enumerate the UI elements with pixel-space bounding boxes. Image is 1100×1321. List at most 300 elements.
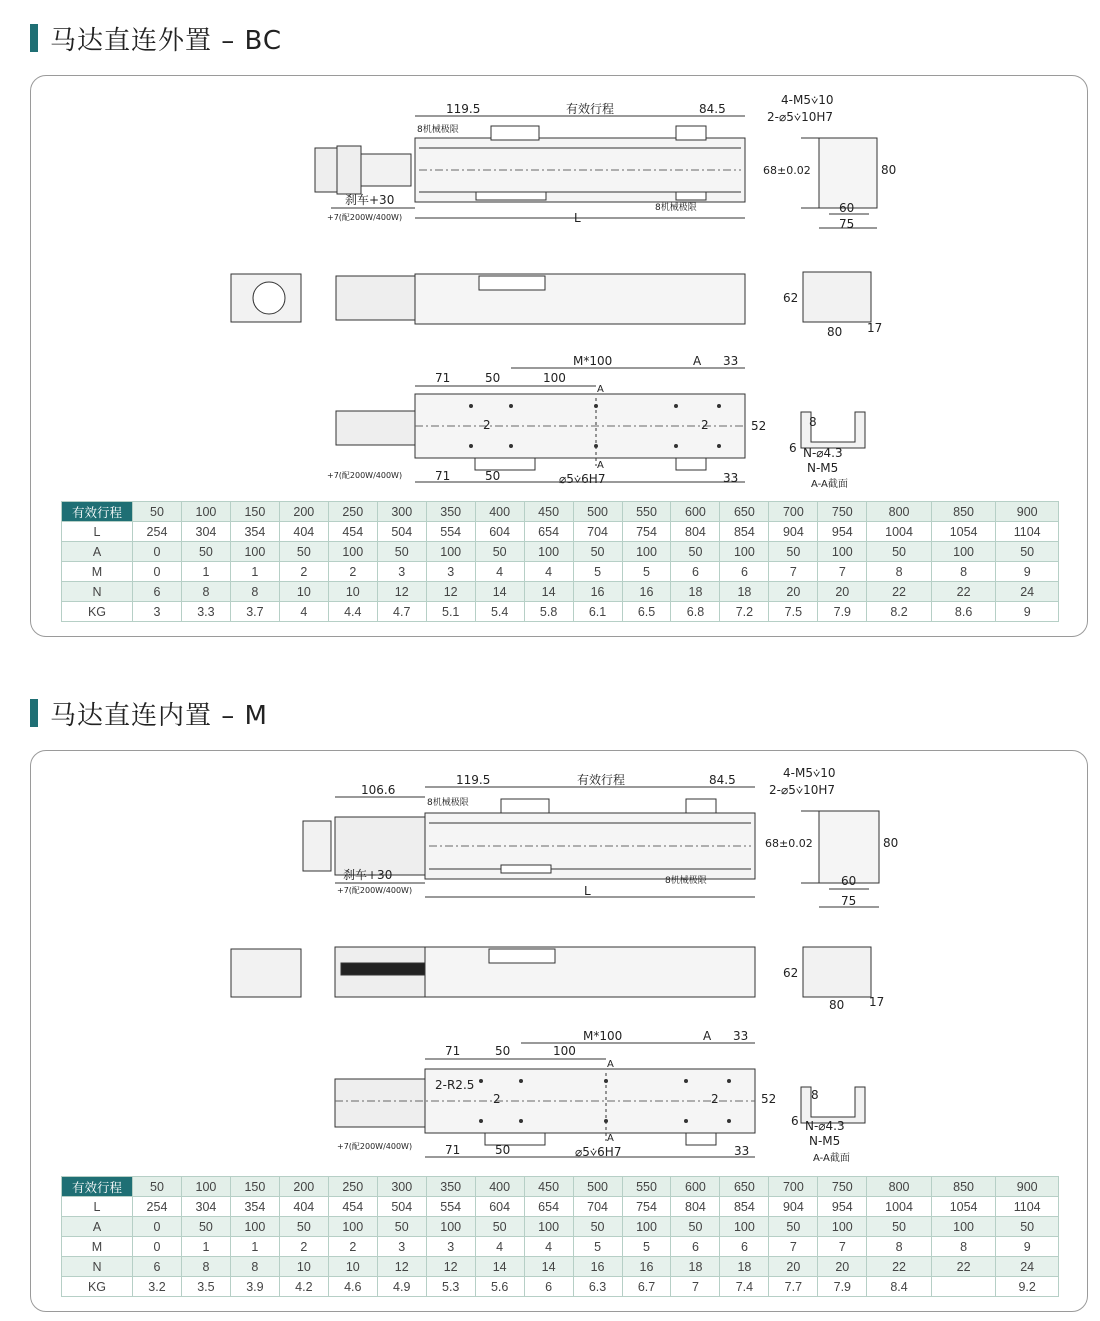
table-cell: 654 (524, 1197, 573, 1217)
table-row (62, 1237, 1059, 1257)
table-cell: 10 (328, 1257, 377, 1277)
table-cell: 854 (720, 522, 769, 542)
table-cell: 700 (769, 1177, 818, 1197)
table-cell: 16 (622, 582, 671, 602)
dim-m100: M*100 (573, 354, 613, 368)
dim-33a: 33 (733, 1029, 749, 1043)
table-cell: 850 (931, 1177, 996, 1197)
dim-50b: 50 (485, 469, 501, 483)
dim-L: L (584, 884, 591, 898)
table-cell: 1 (181, 562, 230, 582)
table-cell: 0 (133, 542, 182, 562)
dim-71a: 71 (435, 371, 451, 385)
connector-block (303, 821, 331, 871)
table-cell: 10 (279, 582, 328, 602)
row-label-cell: KG (62, 1277, 133, 1297)
dim-119: 119.5 (456, 773, 491, 787)
n-43: N-⌀4.3 (805, 1119, 845, 1133)
table-cell: 4 (524, 562, 573, 582)
table-cell: 50 (573, 542, 622, 562)
table-cell: 8.4 (867, 1277, 932, 1297)
table-cell: 20 (818, 1257, 867, 1277)
dim-17: 17 (867, 321, 883, 335)
table-cell: 100 (818, 542, 867, 562)
table-cell: 400 (475, 502, 524, 522)
table-row (62, 542, 1059, 562)
table-cell: 14 (475, 582, 524, 602)
dim-80: 80 (883, 836, 899, 850)
table-cell: 4 (475, 562, 524, 582)
dim-2r: 2 (711, 1092, 719, 1106)
table-cell: 20 (769, 582, 818, 602)
table-cell (931, 1277, 996, 1297)
row-label-cell: M (62, 1237, 133, 1257)
section-title-text: 马达直连内置 – M (50, 700, 268, 731)
table-cell: 4.6 (328, 1277, 377, 1297)
table-cell: 100 (328, 542, 377, 562)
table-cell: 4.9 (377, 1277, 426, 1297)
table-cell: 6 (133, 1257, 182, 1277)
dim-6: 6 (789, 441, 797, 455)
table-row (62, 1197, 1059, 1217)
dim-6: 6 (791, 1114, 799, 1128)
table-cell: 3 (426, 1237, 475, 1257)
table-cell: 8 (867, 562, 932, 582)
table-cell: 18 (671, 582, 720, 602)
table-cell: 650 (720, 1177, 769, 1197)
table-cell: 50 (133, 502, 182, 522)
dim-80: 80 (881, 163, 897, 177)
limit-bottom: 8机械极限 (665, 876, 707, 886)
dim-2l: 2 (493, 1092, 501, 1106)
table-cell: 100 (622, 542, 671, 562)
table-cell: 100 (230, 542, 279, 562)
table-cell: 50 (133, 1177, 182, 1197)
table-cell: 3 (377, 1237, 426, 1257)
dim-71b: 71 (445, 1143, 461, 1157)
title-accent-bar (30, 24, 38, 52)
table-cell: 50 (279, 1217, 328, 1237)
dim-84: 84.5 (709, 773, 736, 787)
table-cell: 50 (181, 542, 230, 562)
table-cell: 354 (230, 1197, 279, 1217)
end-profile (803, 947, 871, 997)
table-cell: 100 (818, 1217, 867, 1237)
table-cell: 6.3 (573, 1277, 622, 1297)
table-cell: 6.8 (671, 602, 720, 622)
dim-71a: 71 (445, 1044, 461, 1058)
spec-table-bc (61, 501, 1059, 622)
motor-bottom (335, 1079, 425, 1127)
brake-note: 刹车+30 (343, 868, 393, 882)
table-cell: 5 (622, 1237, 671, 1257)
table-cell: 18 (720, 1257, 769, 1277)
table-cell: 754 (622, 1197, 671, 1217)
table-cell: 8 (230, 582, 279, 602)
note-7b: +7(配200W/400W) (337, 1142, 413, 1151)
section-title-m (30, 695, 268, 731)
table-cell: 24 (996, 582, 1059, 602)
dim-68: 68±0.02 (763, 164, 811, 177)
table-cell: 16 (573, 1257, 622, 1277)
table-cell: 304 (181, 522, 230, 542)
table-cell: 0 (133, 562, 182, 582)
panel-m (30, 750, 1088, 1312)
n-m5: N-M5 (807, 461, 839, 475)
table-cell: 800 (867, 1177, 932, 1197)
table-cell: 12 (377, 582, 426, 602)
table-cell: 9 (996, 602, 1059, 622)
aa-section: A-A截面 (813, 1153, 850, 1164)
table-cell: 100 (931, 542, 996, 562)
n-43: N-⌀4.3 (803, 446, 843, 460)
table-cell: 504 (377, 522, 426, 542)
table-cell: 3.2 (133, 1277, 182, 1297)
dim-8: 8 (811, 1088, 819, 1102)
dim-17: 17 (869, 995, 885, 1009)
dim-33a: 33 (723, 354, 739, 368)
table-cell: 100 (931, 1217, 996, 1237)
table-cell: 8 (230, 1257, 279, 1277)
table-cell: 3 (377, 562, 426, 582)
dim-50a: 50 (485, 371, 501, 385)
table-cell: 150 (230, 502, 279, 522)
table-cell: 604 (475, 1197, 524, 1217)
table-cell: 22 (867, 1257, 932, 1277)
limit-block-top (686, 799, 716, 813)
table-cell: 5.4 (475, 602, 524, 622)
tap-spec: 4-M5⩒10 (783, 766, 836, 780)
table-cell: 350 (426, 502, 475, 522)
table-cell: 100 (328, 1217, 377, 1237)
table-cell: 6.5 (622, 602, 671, 622)
table-cell: 50 (377, 1217, 426, 1237)
dim-8: 8 (809, 415, 817, 429)
table-cell: 954 (818, 522, 867, 542)
table-cell: 4.7 (377, 602, 426, 622)
table-cell: 100 (622, 1217, 671, 1237)
table-cell: 5.1 (426, 602, 475, 622)
table-cell: 6 (671, 1237, 720, 1257)
table-cell: 7.4 (720, 1277, 769, 1297)
coupling-housing (361, 154, 411, 186)
table-cell: 8 (931, 1237, 996, 1257)
dim-80b: 80 (829, 998, 845, 1012)
dim-60: 60 (841, 874, 857, 888)
table-cell: 7.5 (769, 602, 818, 622)
table-cell: 7.7 (769, 1277, 818, 1297)
section-mark-a2: A (607, 1133, 614, 1144)
table-cell: 7 (769, 1237, 818, 1257)
hole-spec: ⌀5⩒6H7 (559, 472, 606, 486)
table-cell: 9 (996, 562, 1059, 582)
table-cell: 5 (573, 562, 622, 582)
limit-block-top (676, 126, 706, 140)
dim-84: 84.5 (699, 102, 726, 116)
table-cell: 12 (426, 1257, 475, 1277)
table-cell: 704 (573, 1197, 622, 1217)
row-label-cell: L (62, 522, 133, 542)
table-cell: 18 (671, 1257, 720, 1277)
table-cell: 150 (230, 1177, 279, 1197)
table-cell: 2 (279, 1237, 328, 1257)
table-cell: 250 (328, 1177, 377, 1197)
table-cell: 300 (377, 1177, 426, 1197)
table-cell: 7 (818, 562, 867, 582)
n-m5: N-M5 (809, 1134, 841, 1148)
table-cell: 9 (996, 1237, 1059, 1257)
dim-100: 100 (543, 371, 566, 385)
table-cell: 550 (622, 1177, 671, 1197)
table-cell: 16 (573, 582, 622, 602)
table-cell: 16 (622, 1257, 671, 1277)
table-cell: 650 (720, 502, 769, 522)
dim-75: 75 (841, 894, 857, 908)
table-row (62, 1277, 1059, 1297)
section-title-text: 马达直连外置 – BC (50, 25, 283, 56)
row-label-cell: A (62, 542, 133, 562)
table-cell: 404 (279, 522, 328, 542)
table-cell: 7 (818, 1237, 867, 1257)
table-cell: 404 (279, 1197, 328, 1217)
table-cell: 5.3 (426, 1277, 475, 1297)
table-cell: 100 (181, 1177, 230, 1197)
end-view-block (819, 138, 877, 208)
table-cell: 6 (720, 562, 769, 582)
table-cell: 50 (279, 542, 328, 562)
table-cell: 3.9 (230, 1277, 279, 1297)
dim-33b: 33 (734, 1144, 750, 1158)
table-cell: 4 (475, 1237, 524, 1257)
dim-L: L (574, 211, 581, 225)
table-cell: 2 (279, 562, 328, 582)
tap-spec: 4-M5⩒10 (781, 93, 834, 107)
table-cell: 7.2 (720, 602, 769, 622)
dim-60: 60 (839, 201, 855, 215)
table-cell: 100 (524, 542, 573, 562)
table-cell: 400 (475, 1177, 524, 1197)
dim-100: 100 (553, 1044, 576, 1058)
dim-r25: 2-R2.5 (435, 1078, 475, 1092)
table-cell: 6 (524, 1277, 573, 1297)
table-cell: 3.7 (230, 602, 279, 622)
table-cell: 1104 (996, 1197, 1059, 1217)
table-cell: 1004 (867, 522, 932, 542)
spec-table-m (61, 1176, 1059, 1297)
table-cell: 6 (720, 1237, 769, 1257)
panel-bc (30, 75, 1088, 637)
drawing-bc (31, 76, 1087, 546)
dim-33b: 33 (723, 471, 739, 485)
aa-section: A-A截面 (811, 479, 848, 490)
table-cell: 900 (996, 502, 1059, 522)
table-cell: 10 (328, 582, 377, 602)
table-cell: 450 (524, 502, 573, 522)
table-cell: 454 (328, 1197, 377, 1217)
table-cell: 50 (181, 1217, 230, 1237)
table-cell: 300 (377, 502, 426, 522)
table-cell: 3.5 (181, 1277, 230, 1297)
motor-housing (335, 817, 425, 875)
table-cell: 14 (524, 1257, 573, 1277)
dim-A: A (703, 1029, 712, 1043)
dim-A: A (693, 354, 702, 368)
table-cell: 7.9 (818, 1277, 867, 1297)
table-cell: 904 (769, 522, 818, 542)
table-header-row (62, 502, 1059, 522)
table-cell: 14 (524, 582, 573, 602)
dim-75: 75 (839, 217, 855, 231)
table-cell: 604 (475, 522, 524, 542)
table-cell: 304 (181, 1197, 230, 1217)
table-cell: 14 (475, 1257, 524, 1277)
row-label-cell: N (62, 582, 133, 602)
motor-bottom (336, 411, 416, 445)
dim-119: 119.5 (446, 102, 481, 116)
table-cell: 100 (720, 1217, 769, 1237)
table-cell: 200 (279, 502, 328, 522)
table-cell: 654 (524, 522, 573, 542)
table-cell: 5 (573, 1237, 622, 1257)
table-cell: 3 (426, 562, 475, 582)
table-cell: 5.6 (475, 1277, 524, 1297)
table-cell: 2 (328, 562, 377, 582)
drawing-m (31, 751, 1087, 1221)
table-cell: 5.8 (524, 602, 573, 622)
table-cell: 554 (426, 522, 475, 542)
dim-80b: 80 (827, 325, 843, 339)
motor-block-a (315, 148, 337, 192)
table-cell: 4.4 (328, 602, 377, 622)
table-cell: 1 (230, 562, 279, 582)
table-cell: 600 (671, 1177, 720, 1197)
row-label-cell: N (62, 1257, 133, 1277)
table-cell: 8 (931, 562, 996, 582)
table-cell: 22 (931, 1257, 996, 1277)
dim-2r: 2 (701, 418, 709, 432)
table-cell: 2 (328, 1237, 377, 1257)
table-cell: 50 (769, 1217, 818, 1237)
table-row (62, 602, 1059, 622)
actuator-body-side (415, 274, 745, 324)
table-cell: 4 (279, 602, 328, 622)
table-cell: 900 (996, 1177, 1059, 1197)
table-cell: 50 (475, 1217, 524, 1237)
dim-71b: 71 (435, 469, 451, 483)
table-header-row (62, 1177, 1059, 1197)
table-cell: 454 (328, 522, 377, 542)
table-cell: 200 (279, 1177, 328, 1197)
table-cell: 10 (279, 1257, 328, 1277)
limit-top: 8机械极限 (417, 125, 459, 135)
table-cell: 8 (181, 1257, 230, 1277)
table-row (62, 1257, 1059, 1277)
carriage-top (501, 799, 549, 813)
dim-106: 106.6 (361, 783, 396, 797)
table-cell: 800 (867, 502, 932, 522)
table-cell: 12 (377, 1257, 426, 1277)
table-cell: 6 (133, 582, 182, 602)
section-mark-a1: A (607, 1059, 614, 1070)
brake-note: 刹车+30 (345, 193, 395, 207)
section-mark-a2: A (597, 460, 604, 471)
table-cell: 954 (818, 1197, 867, 1217)
table-cell: 6.7 (622, 1277, 671, 1297)
table-cell: 804 (671, 1197, 720, 1217)
table-cell: 1054 (931, 1197, 996, 1217)
motor-side-view (231, 949, 301, 997)
table-cell: 350 (426, 1177, 475, 1197)
table-cell: 22 (867, 582, 932, 602)
row-label-cell: L (62, 1197, 133, 1217)
table-cell: 504 (377, 1197, 426, 1217)
row-label-cell: 有效行程 (62, 1177, 133, 1197)
title-accent-bar (30, 699, 38, 727)
dim-50b: 50 (495, 1143, 511, 1157)
table-cell: 6.1 (573, 602, 622, 622)
end-view-block (819, 811, 879, 883)
motor-stripe (341, 963, 425, 975)
table-cell: 5 (622, 562, 671, 582)
table-cell: 550 (622, 502, 671, 522)
hole-spec: ⌀5⩒6H7 (575, 1145, 622, 1159)
table-cell: 1054 (931, 522, 996, 542)
table-cell: 100 (181, 502, 230, 522)
table-cell: 754 (622, 522, 671, 542)
table-cell: 1 (230, 1237, 279, 1257)
table-cell: 9.2 (996, 1277, 1059, 1297)
table-cell: 50 (769, 542, 818, 562)
table-row (62, 562, 1059, 582)
table-row (62, 1217, 1059, 1237)
table-cell: 7 (671, 1277, 720, 1297)
section-mark-a1: A (597, 384, 604, 395)
table-cell: 50 (996, 1217, 1059, 1237)
table-cell: 22 (931, 582, 996, 602)
table-cell: 100 (230, 1217, 279, 1237)
motor-block-b (337, 146, 361, 194)
table-cell: 854 (720, 1197, 769, 1217)
table-cell: 50 (475, 542, 524, 562)
table-cell: 100 (426, 542, 475, 562)
table-cell: 18 (720, 582, 769, 602)
dim-stroke: 有效行程 (577, 773, 626, 787)
table-cell: 3.3 (181, 602, 230, 622)
table-cell: 750 (818, 1177, 867, 1197)
table-cell: 6 (671, 562, 720, 582)
table-cell: 450 (524, 1177, 573, 1197)
table-cell: 12 (426, 582, 475, 602)
row-label-cell: 有效行程 (62, 502, 133, 522)
table-cell: 704 (573, 522, 622, 542)
table-cell: 50 (573, 1217, 622, 1237)
table-cell: 600 (671, 502, 720, 522)
table-cell: 8.2 (867, 602, 932, 622)
table-cell: 8.6 (931, 602, 996, 622)
section-title-bc (30, 20, 282, 56)
table-row (62, 582, 1059, 602)
dim-62: 62 (783, 291, 799, 305)
table-cell: 8 (181, 582, 230, 602)
dim-52: 52 (761, 1092, 777, 1106)
table-cell: 500 (573, 502, 622, 522)
table-cell: 354 (230, 522, 279, 542)
limit-bottom: 8机械极限 (655, 203, 697, 213)
table-cell: 50 (671, 542, 720, 562)
actuator-body-side (425, 947, 755, 997)
table-cell: 50 (996, 542, 1059, 562)
table-cell: 100 (720, 542, 769, 562)
